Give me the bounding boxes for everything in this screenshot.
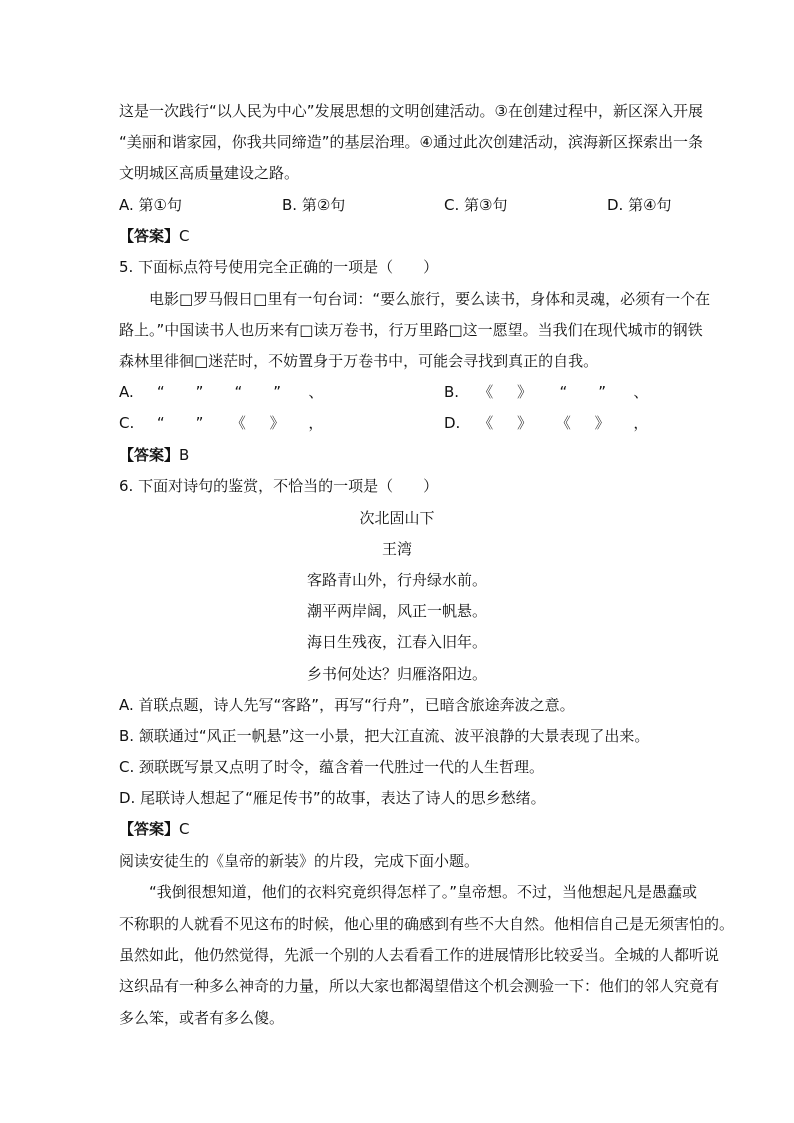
answer-label: 【答案】 [119,446,180,464]
option-c: C. 第③句 [444,196,508,214]
answer-value: B [179,446,190,464]
punct-mark: “ [156,414,165,432]
answer-label: 【答案】 [119,820,180,838]
punct-mark: 》 [517,383,533,401]
option-b: B. 第②句 [282,196,346,214]
punct-mark: ” [195,383,204,401]
option-b: B. 颔联通过“风正一帆悬”这一小景，把大江直流、波平浪静的大景表现了出来。 [119,727,650,745]
punct-mark: 、 [308,383,324,401]
option-letter: A. [119,383,134,401]
punct-mark: 《 [478,414,494,432]
punct-mark: “ [156,383,165,401]
poem-line: 乡书何处达？归雁洛阳边。 [306,665,487,683]
reading-intro: 阅读安徒生的《皇帝的新装》的片段，完成下面小题。 [119,852,480,870]
answer-value: C [179,227,190,245]
punct-mark: 》 [517,414,533,432]
punct-mark: 《 [230,414,246,432]
passage-line: 电影□罗马假日□里有一句台词：“要么旅行，要么读书，身体和灵魂，必须有一个在 [149,290,711,308]
passage-line: 路上。”中国读书人也历来有□读万卷书，行万里路□这一愿望。当我们在现代城市的钢铁 [119,321,703,339]
reading-line: 这织品有一种多么神奇的力量，所以大家也都渴望借这个机会测验一下：他们的邻人究竟有 [119,977,720,995]
punct-mark: “ [234,383,243,401]
punct-mark: ， [308,414,324,432]
answer-label: 【答案】 [119,227,180,245]
option-d: D. 尾联诗人想起了“雁足传书”的故事，表达了诗人的思乡愁绪。 [119,789,546,807]
reading-line: 多么笨，或者有多么傻。 [119,1009,285,1027]
option-d: D. 第④句 [607,196,672,214]
answer-line [119,819,190,839]
poem-line: 客路青山外，行舟绿水前。 [306,571,487,589]
reading-line: 虽然如此，他仍然觉得，先派一个别的人去看看工作的进展情形比较妥当。全城的人都听说 [119,946,720,964]
punct-mark: ” [195,414,204,432]
option-b [444,382,658,402]
poem-line: 海日生残夜，江春入旧年。 [306,633,487,651]
answer-value: C [179,820,190,838]
option-a [119,382,333,402]
paragraph-line: “美丽和谐家园，你我共同缔造”的基层治理。④通过此次创建活动，滨海新区探索出一条 [119,133,703,151]
punct-mark: “ [559,383,568,401]
answer-line [119,445,189,465]
poem-author: 王湾 [381,540,412,558]
option-c [119,413,333,433]
option-c: C. 颈联既写景又点明了时令，蕴含着一代胜过一代的人生哲理。 [119,758,545,776]
poem-title: 次北固山下 [359,509,435,527]
question-stem: 5. 下面标点符号使用完全正确的一项是（ ） [119,258,439,276]
reading-line: 不称职的人就看不见这布的时候，他心里的确感到有些不大自然。他相信自己是无须害怕的。 [119,915,735,933]
reading-line: “我倒很想知道，他们的衣料究竟织得怎样了。”皇帝想。不过，当他想起凡是愚蠢或 [149,883,698,901]
option-letter: B. [444,383,460,401]
punct-mark: ” [273,383,282,401]
question-stem: 6. 下面对诗句的鉴赏，不恰当的一项是（ ） [119,477,439,495]
punct-mark: ” [598,383,607,401]
punct-mark: ， [633,414,649,432]
punct-mark: 》 [594,414,610,432]
punct-mark: 《 [555,414,571,432]
option-letter: D. [444,414,461,432]
passage-line: 森林里徘徊□迷茫时，不妨置身于万卷书中，可能会寻找到真正的自我。 [119,352,599,370]
poem-line: 潮平两岸阔，风正一帆悬。 [306,602,487,620]
option-a: A. 首联点题，诗人先写“客路”，再写“行舟”，已暗含旅途奔波之意。 [119,696,575,714]
punct-mark: 》 [269,414,285,432]
paragraph-line: 文明城区高质量建设之路。 [119,164,300,182]
option-d [444,413,658,433]
paragraph-line: 这是一次践行“以人民为中心”发展思想的文明创建活动。③在创建过程中，新区深入开展 [119,102,703,120]
punct-mark: 《 [478,383,494,401]
punct-mark: 、 [633,383,649,401]
option-letter: C. [119,414,135,432]
option-a: A. 第①句 [119,196,182,214]
answer-line [119,226,190,246]
